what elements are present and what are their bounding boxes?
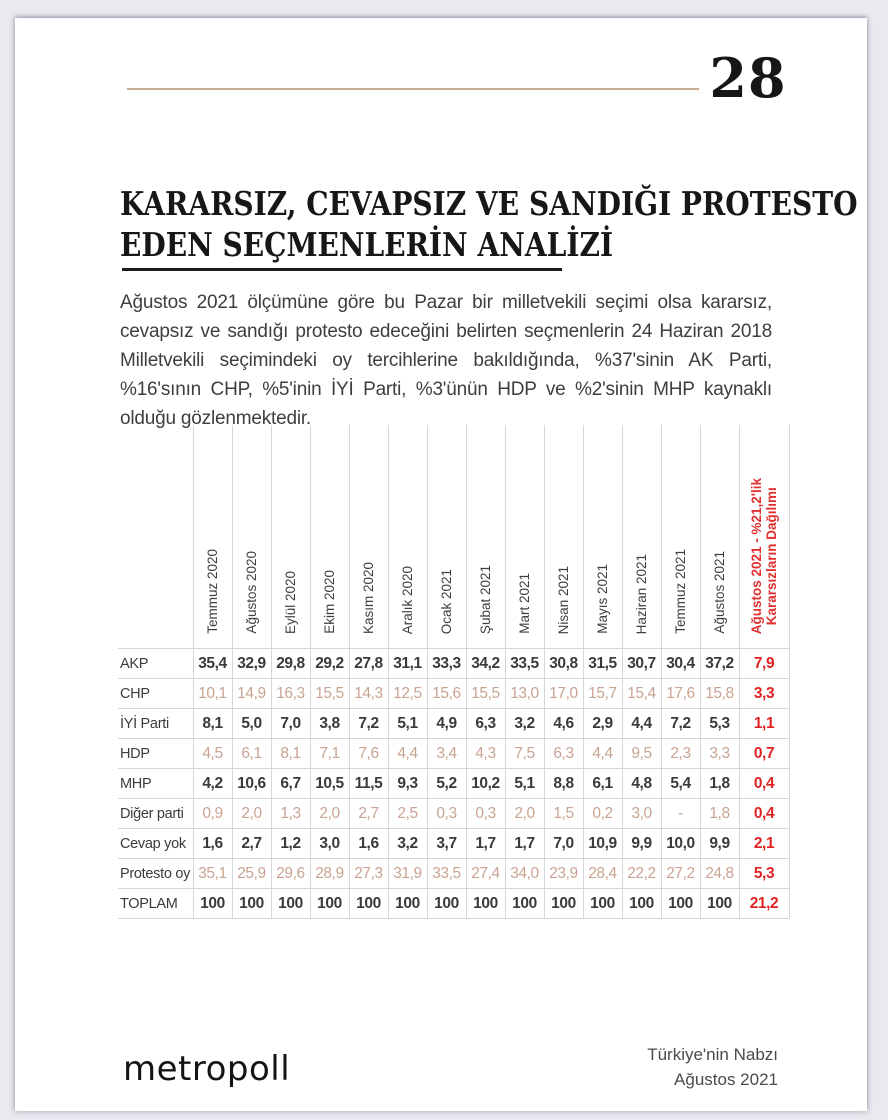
month-label: Temmuz 2021	[673, 549, 688, 634]
table-header-row	[118, 425, 789, 649]
table-row	[118, 679, 789, 709]
special-value-cell: 5,3	[739, 859, 789, 889]
value-cell: 14,3	[349, 679, 388, 709]
value-cell: 1,8	[700, 799, 739, 829]
value-cell: 100	[505, 889, 544, 919]
value-cell: 5,1	[388, 709, 427, 739]
value-cell: 28,4	[583, 859, 622, 889]
value-cell: 100	[544, 889, 583, 919]
value-cell: 100	[661, 889, 700, 919]
value-cell: 15,5	[466, 679, 505, 709]
table-row	[118, 739, 789, 769]
column-header-month	[544, 425, 583, 649]
special-value-cell: 21,2	[739, 889, 789, 919]
value-cell: 0,2	[583, 799, 622, 829]
value-cell: 8,8	[544, 769, 583, 799]
value-cell: 22,2	[622, 859, 661, 889]
value-cell: 33,3	[427, 649, 466, 679]
value-cell: 30,4	[661, 649, 700, 679]
value-cell: 24,8	[700, 859, 739, 889]
value-cell: 5,4	[661, 769, 700, 799]
value-cell: 6,1	[583, 769, 622, 799]
value-cell: 2,7	[232, 829, 271, 859]
value-cell: 1,5	[544, 799, 583, 829]
value-cell: 9,5	[622, 739, 661, 769]
value-cell: 2,5	[388, 799, 427, 829]
value-cell: 29,6	[271, 859, 310, 889]
value-cell: 27,3	[349, 859, 388, 889]
column-header-month	[661, 425, 700, 649]
value-cell: 2,7	[349, 799, 388, 829]
value-cell: 100	[193, 889, 232, 919]
row-label: MHP	[118, 769, 193, 799]
column-header-month	[310, 425, 349, 649]
special-column-label: Ağustos 2021 - %21,2'lik Kararsızların Dağılımı	[749, 477, 779, 634]
value-cell: 9,9	[622, 829, 661, 859]
row-label: HDP	[118, 739, 193, 769]
value-cell: 32,9	[232, 649, 271, 679]
report-name: Türkiye'nin Nabzı	[647, 1045, 778, 1064]
value-cell: 7,6	[349, 739, 388, 769]
value-cell: 1,6	[193, 829, 232, 859]
column-header-month	[388, 425, 427, 649]
title-underline	[122, 268, 562, 271]
value-cell: 27,4	[466, 859, 505, 889]
value-cell: 100	[271, 889, 310, 919]
month-label: Eylül 2020	[283, 570, 298, 634]
value-cell: 4,5	[193, 739, 232, 769]
value-cell: 100	[583, 889, 622, 919]
month-label: Temmuz 2020	[205, 549, 220, 634]
value-cell: 25,9	[232, 859, 271, 889]
report-page	[15, 18, 867, 1111]
value-cell: 6,3	[466, 709, 505, 739]
month-label: Kasım 2020	[361, 561, 376, 634]
special-value-cell: 0,4	[739, 799, 789, 829]
value-cell: 29,8	[271, 649, 310, 679]
table-row	[118, 649, 789, 679]
value-cell: -	[661, 799, 700, 829]
value-cell: 2,3	[661, 739, 700, 769]
column-header-month	[505, 425, 544, 649]
value-cell: 23,9	[544, 859, 583, 889]
table-row	[118, 799, 789, 829]
value-cell: 13,0	[505, 679, 544, 709]
value-cell: 35,1	[193, 859, 232, 889]
value-cell: 15,4	[622, 679, 661, 709]
value-cell: 15,5	[310, 679, 349, 709]
column-header-month	[622, 425, 661, 649]
special-value-cell: 1,1	[739, 709, 789, 739]
value-cell: 2,0	[232, 799, 271, 829]
column-header-month	[232, 425, 271, 649]
value-cell: 30,7	[622, 649, 661, 679]
value-cell: 100	[427, 889, 466, 919]
title-line-1: KARARSIZ, CEVAPSIZ VE SANDIĞI PROTESTO	[120, 184, 858, 223]
value-cell: 34,0	[505, 859, 544, 889]
value-cell: 3,2	[505, 709, 544, 739]
value-cell: 37,2	[700, 649, 739, 679]
value-cell: 4,2	[193, 769, 232, 799]
value-cell: 6,3	[544, 739, 583, 769]
value-cell: 6,7	[271, 769, 310, 799]
value-cell: 5,0	[232, 709, 271, 739]
vote-distribution-table	[118, 425, 790, 919]
value-cell: 2,0	[505, 799, 544, 829]
value-cell: 3,3	[700, 739, 739, 769]
value-cell: 30,8	[544, 649, 583, 679]
value-cell: 28,9	[310, 859, 349, 889]
value-cell: 3,2	[388, 829, 427, 859]
value-cell: 2,9	[583, 709, 622, 739]
row-label: Protesto oy	[118, 859, 193, 889]
value-cell: 4,6	[544, 709, 583, 739]
value-cell: 0,9	[193, 799, 232, 829]
value-cell: 34,2	[466, 649, 505, 679]
value-cell: 4,9	[427, 709, 466, 739]
table-row	[118, 889, 789, 919]
value-cell: 7,2	[661, 709, 700, 739]
value-cell: 100	[466, 889, 505, 919]
value-cell: 8,1	[271, 739, 310, 769]
month-label: Ekim 2020	[322, 570, 337, 634]
value-cell: 100	[310, 889, 349, 919]
page-number: 28	[709, 46, 787, 110]
row-label: Diğer parti	[118, 799, 193, 829]
value-cell: 6,1	[232, 739, 271, 769]
value-cell: 15,8	[700, 679, 739, 709]
value-cell: 4,3	[466, 739, 505, 769]
column-header-special	[739, 425, 789, 649]
value-cell: 29,2	[310, 649, 349, 679]
title-line-2: EDEN SEÇMENLERİN ANALİZİ	[120, 225, 614, 264]
value-cell: 100	[232, 889, 271, 919]
value-cell: 4,4	[583, 739, 622, 769]
special-value-cell: 3,3	[739, 679, 789, 709]
value-cell: 17,6	[661, 679, 700, 709]
table-row	[118, 829, 789, 859]
header-rule	[127, 88, 699, 90]
table-row	[118, 709, 789, 739]
page-title	[120, 183, 858, 265]
value-cell: 7,0	[544, 829, 583, 859]
value-cell: 33,5	[427, 859, 466, 889]
special-value-cell: 7,9	[739, 649, 789, 679]
month-label: Mayıs 2021	[595, 564, 610, 634]
month-label: Ağustos 2021	[712, 551, 727, 634]
value-cell: 10,6	[232, 769, 271, 799]
metropoll-logo: metropoll	[123, 1049, 291, 1089]
value-cell: 4,4	[388, 739, 427, 769]
month-label: Şubat 2021	[478, 564, 493, 634]
row-label: AKP	[118, 649, 193, 679]
column-header-month	[349, 425, 388, 649]
value-cell: 10,0	[661, 829, 700, 859]
value-cell: 10,9	[583, 829, 622, 859]
value-cell: 10,1	[193, 679, 232, 709]
corner-cell	[118, 425, 193, 649]
value-cell: 7,1	[310, 739, 349, 769]
value-cell: 10,2	[466, 769, 505, 799]
value-cell: 5,1	[505, 769, 544, 799]
value-cell: 7,0	[271, 709, 310, 739]
value-cell: 7,2	[349, 709, 388, 739]
value-cell: 3,0	[310, 829, 349, 859]
value-cell: 15,6	[427, 679, 466, 709]
table-row	[118, 859, 789, 889]
value-cell: 1,3	[271, 799, 310, 829]
row-label: İYİ Parti	[118, 709, 193, 739]
special-value-cell: 2,1	[739, 829, 789, 859]
month-label: Mart 2021	[517, 573, 532, 634]
special-value-cell: 0,4	[739, 769, 789, 799]
column-header-month	[700, 425, 739, 649]
value-cell: 27,2	[661, 859, 700, 889]
value-cell: 5,2	[427, 769, 466, 799]
value-cell: 100	[349, 889, 388, 919]
value-cell: 4,4	[622, 709, 661, 739]
month-label: Haziran 2021	[634, 553, 649, 634]
value-cell: 2,0	[310, 799, 349, 829]
value-cell: 15,7	[583, 679, 622, 709]
value-cell: 11,5	[349, 769, 388, 799]
value-cell: 1,8	[700, 769, 739, 799]
value-cell: 4,8	[622, 769, 661, 799]
value-cell: 100	[622, 889, 661, 919]
value-cell: 8,1	[193, 709, 232, 739]
value-cell: 12,5	[388, 679, 427, 709]
value-cell: 100	[388, 889, 427, 919]
value-cell: 100	[700, 889, 739, 919]
value-cell: 33,5	[505, 649, 544, 679]
value-cell: 1,2	[271, 829, 310, 859]
row-label: CHP	[118, 679, 193, 709]
value-cell: 3,8	[310, 709, 349, 739]
value-cell: 3,7	[427, 829, 466, 859]
value-cell: 1,6	[349, 829, 388, 859]
row-label: TOPLAM	[118, 889, 193, 919]
value-cell: 3,0	[622, 799, 661, 829]
value-cell: 9,9	[700, 829, 739, 859]
report-info	[647, 1042, 778, 1092]
value-cell: 27,8	[349, 649, 388, 679]
column-header-month	[193, 425, 232, 649]
value-cell: 31,9	[388, 859, 427, 889]
report-date: Ağustos 2021	[674, 1070, 778, 1089]
month-label: Nisan 2021	[556, 565, 571, 634]
column-header-month	[466, 425, 505, 649]
value-cell: 17,0	[544, 679, 583, 709]
column-header-month	[271, 425, 310, 649]
column-header-month	[427, 425, 466, 649]
value-cell: 10,5	[310, 769, 349, 799]
table-row	[118, 769, 789, 799]
month-label: Aralık 2020	[400, 565, 415, 634]
value-cell: 31,1	[388, 649, 427, 679]
value-cell: 7,5	[505, 739, 544, 769]
column-header-month	[583, 425, 622, 649]
value-cell: 1,7	[466, 829, 505, 859]
value-cell: 3,4	[427, 739, 466, 769]
special-value-cell: 0,7	[739, 739, 789, 769]
value-cell: 16,3	[271, 679, 310, 709]
value-cell: 31,5	[583, 649, 622, 679]
value-cell: 0,3	[466, 799, 505, 829]
value-cell: 35,4	[193, 649, 232, 679]
intro-paragraph: Ağustos 2021 ölçümüne göre bu Pazar bir milletvekili seçimi olsa kararsız, cevapsız ve sandığı protesto edeceğini belirten seçmenlerin 24 Haziran 2018 Milletvekili seçimindeki oy tercihlerine bakıldığında, %37'sinin AK Parti, %16'sının CHP, %5'inin İYİ Parti, %3'ünün HDP ve %2'sinin MHP kaynaklı olduğu gözlenmektedir.	[120, 292, 772, 429]
month-label: Ağustos 2020	[244, 551, 259, 634]
value-cell: 9,3	[388, 769, 427, 799]
value-cell: 14,9	[232, 679, 271, 709]
value-cell: 5,3	[700, 709, 739, 739]
month-label: Ocak 2021	[439, 568, 454, 634]
row-label: Cevap yok	[118, 829, 193, 859]
value-cell: 0,3	[427, 799, 466, 829]
value-cell: 1,7	[505, 829, 544, 859]
